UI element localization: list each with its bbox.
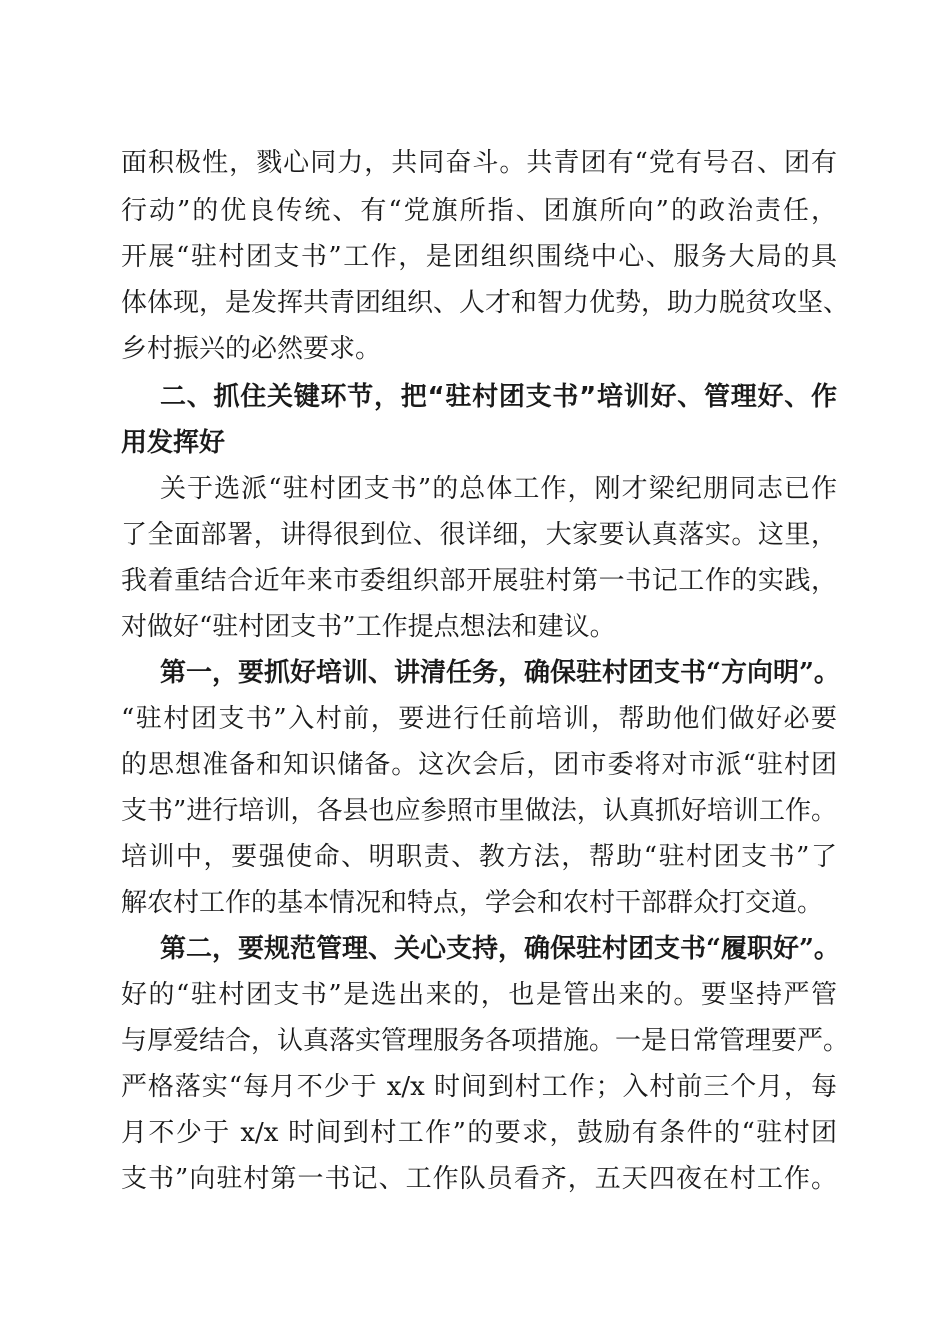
paragraph-line: 解农村工作的基本情况和特点，学会和农村干部群众打交道。 <box>121 888 824 918</box>
section-heading: 用发挥好 <box>121 428 226 458</box>
subsection-lead: 第一，要抓好培训、讲清任务，确保驻村团支书“方向明”。 <box>160 658 840 688</box>
paragraph-line: 行动”的优良传统、有“党旗所指、团旗所向”的政治责任， <box>121 196 837 226</box>
paragraph-line: 体体现，是发挥共青团组织、人才和智力优势，助力脱贫攻坚、 <box>121 288 850 318</box>
paragraph-line: 我着重结合近年来市委组织部开展驻村第一书记工作的实践， <box>121 566 837 596</box>
paragraph-line: 培训中，要强使命、明职责、教方法，帮助“驻村团支书”了 <box>121 842 837 872</box>
paragraph-line: 与厚爱结合，认真落实管理服务各项措施。一是日常管理要严。 <box>121 1026 850 1056</box>
paragraph-line: 月不少于 x/x 时间到村工作”的要求，鼓励有条件的“驻村团 <box>121 1118 837 1148</box>
paragraph-line: 对做好“驻村团支书”工作提点想法和建议。 <box>121 612 616 642</box>
paragraph-line: 支书”向驻村第一书记、工作队员看齐，五天四夜在村工作。 <box>121 1164 837 1194</box>
subsection-lead: 第二，要规范管理、关心支持，确保驻村团支书“履职好”。 <box>160 934 840 964</box>
paragraph-line: 严格落实“每月不少于 x/x 时间到村工作；入村前三个月，每 <box>121 1072 837 1102</box>
paragraph-line: “驻村团支书”入村前，要进行任前培训，帮助他们做好必要 <box>121 704 837 734</box>
paragraph-line: 好的“驻村团支书”是选出来的，也是管出来的。要坚持严管 <box>121 980 837 1010</box>
paragraph-line: 了全面部署，讲得很到位、很详细，大家要认真落实。这里， <box>121 520 837 550</box>
paragraph-line: 关于选派“驻村团支书”的总体工作，刚才梁纪朋同志已作 <box>160 474 837 504</box>
section-heading: 二、抓住关键环节，把“驻村团支书”培训好、管理好、作 <box>160 382 837 412</box>
paragraph-line: 乡村振兴的必然要求。 <box>121 334 382 364</box>
paragraph-line: 的思想准备和知识储备。这次会后，团市委将对市派“驻村团 <box>121 750 837 780</box>
paragraph-line: 面积极性，戮心同力，共同奋斗。共青团有“党有号召、团有 <box>121 148 837 178</box>
paragraph-line: 支书”进行培训，各县也应参照市里做法，认真抓好培训工作。 <box>121 796 837 826</box>
paragraph-line: 开展“驻村团支书”工作，是团组织围绕中心、服务大局的具 <box>121 242 837 272</box>
